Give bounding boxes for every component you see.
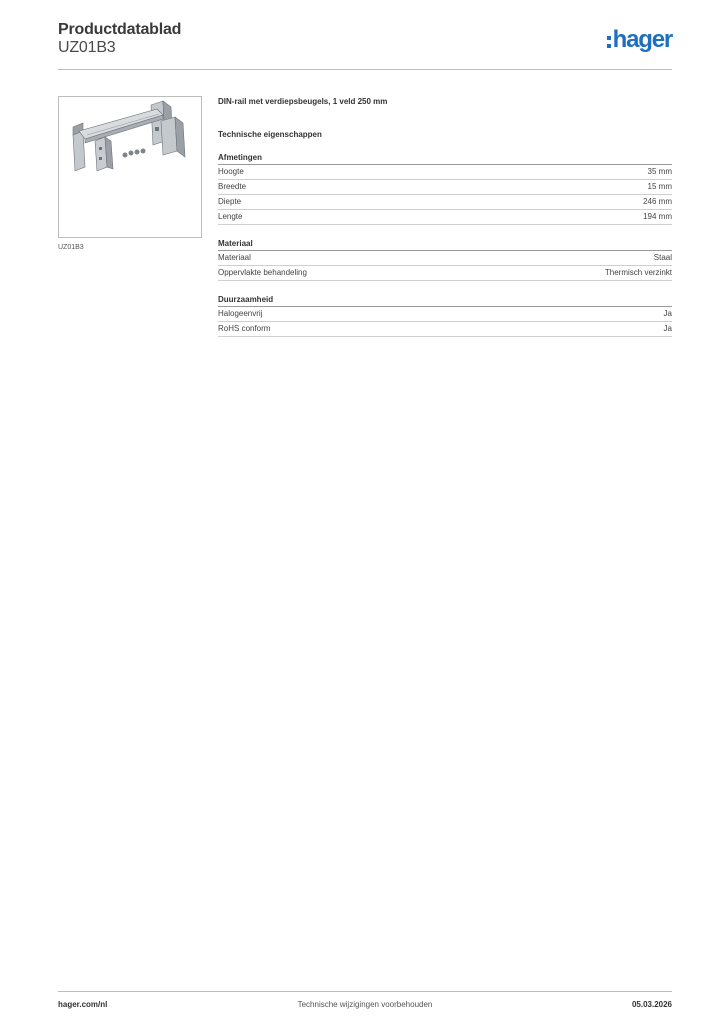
footer-date: 05.03.2026 [631, 1000, 672, 1009]
footer-notice: Technische wijzigingen voorbehouden [297, 1000, 433, 1009]
spec-label: Breedte [218, 182, 247, 191]
image-caption: UZ01B3 [58, 244, 84, 251]
spec-row [218, 307, 672, 322]
spec-content [218, 96, 672, 337]
section-title: Technische eigenschappen [218, 130, 322, 139]
spec-value: Ja [663, 309, 672, 318]
product-code: UZ01B3 [58, 39, 116, 56]
group-title: Duurzaamheid [218, 293, 672, 307]
din-rail-bracket-icon [59, 97, 201, 237]
spec-row [218, 266, 672, 281]
spec-value: Thermisch verzinkt [604, 268, 672, 277]
logo-dots-icon [607, 36, 611, 48]
group-title: Materiaal [218, 237, 672, 251]
hager-logo [607, 28, 672, 52]
spec-value: 15 mm [647, 182, 672, 191]
spec-row [218, 210, 672, 225]
product-description: DIN-rail met verdiepsbeugels, 1 veld 250 mm [218, 97, 388, 106]
spec-value: Ja [663, 324, 672, 333]
spec-group-afmetingen [218, 151, 672, 225]
spec-row [218, 165, 672, 180]
page-header [58, 20, 672, 70]
product-image [58, 96, 202, 238]
spec-label: Materiaal [218, 253, 251, 262]
spec-row [218, 180, 672, 195]
spec-row [218, 322, 672, 337]
spec-label: Diepte [218, 197, 242, 206]
group-title: Afmetingen [218, 151, 672, 165]
spec-value: 194 mm [643, 212, 672, 221]
spec-row [218, 251, 672, 266]
spec-value: 35 mm [647, 167, 672, 176]
spec-group-duurzaamheid [218, 293, 672, 337]
page-title: Productdatablad [58, 21, 182, 38]
spec-label: Halogeenvrij [218, 309, 263, 318]
spec-value: Staal [653, 253, 672, 262]
spec-row [218, 195, 672, 210]
logo-text: hager [612, 26, 672, 53]
page-footer [58, 991, 672, 1016]
spec-label: Lengte [218, 212, 243, 221]
footer-website-link[interactable]: hager.com/nl [58, 1000, 108, 1009]
spec-label: Hoogte [218, 167, 244, 176]
spec-group-materiaal [218, 237, 672, 281]
spec-label: RoHS conform [218, 324, 271, 333]
spec-label: Oppervlakte behandeling [218, 268, 307, 277]
spec-value: 246 mm [643, 197, 672, 206]
